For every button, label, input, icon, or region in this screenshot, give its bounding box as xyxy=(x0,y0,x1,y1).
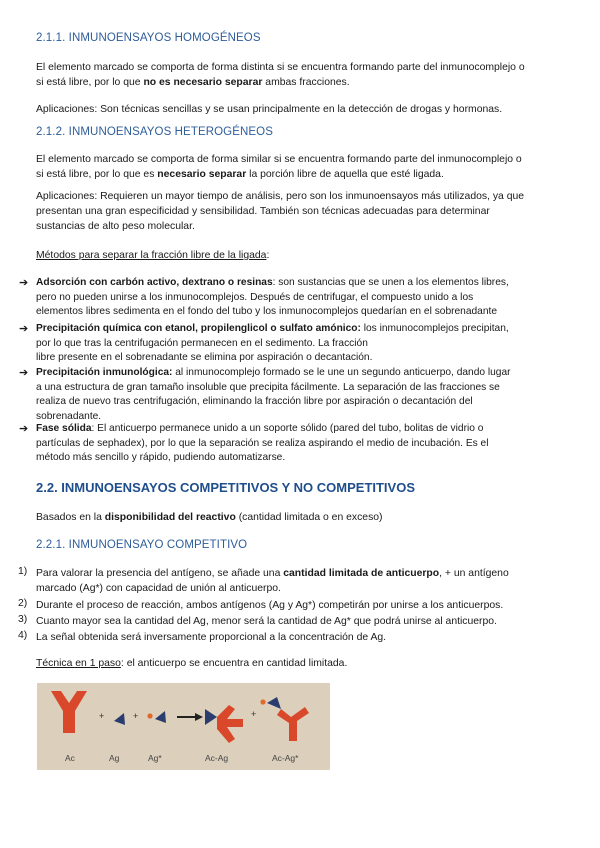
text-line: si está libre, por lo que no es necesario separar ambas fracciones. xyxy=(36,77,350,88)
text-line: Para valorar la presencia del antígeno, se añade una cantidad limitada de anticuerpo, + un antígeno xyxy=(36,568,509,579)
antigen-icon xyxy=(114,713,125,725)
label-dot-icon xyxy=(147,713,152,718)
text-line: elementos libres sedimenta en el fondo del tubo y los inmunocomplejos quedarían en el sobrenadante xyxy=(36,306,497,318)
plus-sign: + xyxy=(133,711,139,721)
arrow-bullet-icon: ➔ xyxy=(19,423,29,435)
antibody-labelled-antigen-complex-icon xyxy=(260,697,309,741)
antibody-icon xyxy=(51,691,87,733)
bold-phrase: Precipitación química con etanol, propilenglicol o sulfato amónico: xyxy=(36,323,361,334)
text-line: si está libre, por lo que es necesario separar la porción libre de aquella que esté ligada. xyxy=(36,169,444,180)
method-item-fase-solida xyxy=(36,422,584,466)
text-line: presentan una gran especificidad y sensibilidad. También son técnicas adecuadas para determinar xyxy=(36,206,490,217)
paragraph-heterogeneos xyxy=(36,152,581,182)
text-line: libre presente en el sobrenadante se elimina por aspiración o decantación. xyxy=(36,352,373,364)
text-line: método más sencillo y rápido, pudiendo automatizarse. xyxy=(36,452,286,464)
methods-title: Métodos para separar la fracción libre de la ligada: xyxy=(36,250,270,261)
list-item-4: La señal obtenida será inversamente proporcional a la concentración de Ag. xyxy=(36,632,387,643)
text-line: marcado (Ag*) con capacidad de unión al anticuerpo. xyxy=(36,583,281,594)
heading-2-1-1: 2.1.1. INMUNOENSAYOS HOMOGÉNEOS xyxy=(36,32,261,44)
bold-phrase: no es necesario separar xyxy=(143,77,263,88)
text-line: realiza de nuevo tras centrifugación, eliminando la fracción libre por aspiración o decantación del xyxy=(36,396,473,408)
label-ac-ag: Ac-Ag xyxy=(205,753,229,763)
list-item-2: Durante el proceso de reacción, ambos antígenos (Ag y Ag*) competirán por unirse a los anticuerpos. xyxy=(36,600,504,611)
method-item-precipitacion-quimica xyxy=(36,322,584,366)
labelled-antigen-icon xyxy=(155,711,166,723)
list-number: 2) xyxy=(18,598,28,609)
heading-2-2: 2.2. INMUNOENSAYOS COMPETITIVOS Y NO COMPETITIVOS xyxy=(36,480,415,495)
paragraph-aplicaciones-homogeneos: Aplicaciones: Son técnicas sencillas y se usan principalmente en la detección de drogas y hormonas. xyxy=(36,104,503,115)
heading-2-2-1: 2.2.1. INMUNOENSAYO COMPETITIVO xyxy=(36,539,248,551)
paragraph-disponibilidad: Basados en la disponibilidad del reactivo (cantidad limitada o en exceso) xyxy=(36,512,383,523)
text-line: Precipitación inmunológica: al inmunocomplejo formado se le une un segundo anticuerpo, dando lugar xyxy=(36,367,511,378)
label-ac: Ac xyxy=(65,753,75,763)
text-line: El elemento marcado se comporta de forma similar si se encuentra formando parte del inmunocomplejo o xyxy=(36,154,522,165)
bold-phrase: necesario separar xyxy=(157,169,247,180)
list-item-3: Cuanto mayor sea la cantidad del Ag, menor será la cantidad de Ag* que podrá unirse al anticuerpo. xyxy=(36,616,497,627)
paragraph-aplicaciones-heterogeneos xyxy=(36,189,581,234)
list-number: 4) xyxy=(18,630,28,641)
text-line: pero no pueden unirse a los inmunocomplejos. Después de centrifugar, el compuesto unido a los xyxy=(36,291,474,303)
list-number: 3) xyxy=(18,614,28,625)
text-line: a una estructura de gran tamaño insoluble que precipita fácilmente. La separación de las fracciones se xyxy=(36,381,500,393)
bold-phrase: cantidad limitada de anticuerpo xyxy=(283,568,440,579)
text-line: partículas de sephadex), por lo que la separación se realiza aspirando el medio de incubación. Es el xyxy=(36,437,489,449)
antibody-antigen-complex-icon xyxy=(205,705,243,743)
competitive-assay-figure xyxy=(37,683,330,770)
arrow-bullet-icon: ➔ xyxy=(19,277,29,289)
text-line: Aplicaciones: Requieren un mayor tiempo de análisis, pero son los inmunoensayos más utilizados, ya que xyxy=(36,191,525,202)
text-line: Precipitación química con etanol, propilenglicol o sulfato amónico: los inmunocomplejos precipitan, xyxy=(36,323,509,334)
text-line: sobrenadante. xyxy=(36,410,102,422)
bold-phrase: disponibilidad del reactivo xyxy=(104,512,236,523)
method-item-adsorcion xyxy=(36,276,584,320)
label-ag: Ag xyxy=(109,753,120,763)
label-ac-ag-star: Ac-Ag* xyxy=(272,753,299,763)
plus-sign: + xyxy=(251,709,257,719)
method-item-precipitacion-inmunologica xyxy=(36,366,584,424)
arrow-bullet-icon: ➔ xyxy=(19,323,29,335)
label-ag-star: Ag* xyxy=(148,753,162,763)
bold-phrase: Fase sólida xyxy=(36,423,92,434)
bold-phrase: Precipitación inmunológica: xyxy=(36,367,173,378)
plus-sign: + xyxy=(99,711,105,721)
tecnica-1-paso: Técnica en 1 paso: el anticuerpo se encuentra en cantidad limitada. xyxy=(36,658,348,669)
paragraph-homogeneos xyxy=(36,60,576,90)
list-item-1 xyxy=(36,566,584,596)
list-number: 1) xyxy=(18,566,28,577)
arrow-bullet-icon: ➔ xyxy=(19,367,29,379)
heading-2-1-2: 2.1.2. INMUNOENSAYOS HETEROGÉNEOS xyxy=(36,126,273,138)
bold-phrase: Adsorción con carbón activo, dextrano o resinas xyxy=(36,277,273,288)
text-line: Fase sólida: El anticuerpo permanece unido a un soporte sólido (pared del tubo, bolitas de vidrio o xyxy=(36,423,484,434)
text-line: El elemento marcado se comporta de forma distinta si se encuentra formando parte del inmunocomplejo o xyxy=(36,62,525,73)
text-line: sustancias de alto peso molecular. xyxy=(36,221,195,232)
text-line: por lo que tras la centrifugación permanecen en el sedimento. La fracción xyxy=(36,337,368,349)
text-line: Adsorción con carbón activo, dextrano o resinas: son sustancias que se unen a los elementos libres, xyxy=(36,277,509,288)
